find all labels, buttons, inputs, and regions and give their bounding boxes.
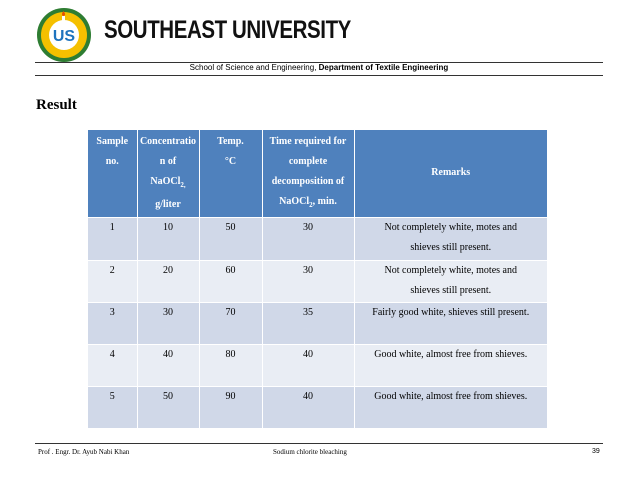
cell-remarks: Good white, almost free from shieves. bbox=[354, 344, 547, 386]
svg-text:US: US bbox=[52, 28, 76, 45]
section-title: Result bbox=[36, 97, 77, 113]
footer-rule bbox=[35, 443, 603, 444]
university-name: SOUTHEAST UNIVERSITY bbox=[104, 16, 351, 44]
cell-time: 40 bbox=[262, 344, 354, 386]
col-header-time: Time required for complete decomposition of NaOCl$_2$, min. bbox=[262, 130, 354, 217]
table-row bbox=[88, 217, 547, 260]
cell-sample: 2 bbox=[88, 260, 137, 302]
cell-concentration: 50 bbox=[137, 386, 199, 428]
page-number: 39 bbox=[592, 448, 600, 455]
cell-concentration: 40 bbox=[137, 344, 199, 386]
cell-remarks: Not completely white, motes and shieves still present. bbox=[354, 217, 547, 260]
cell-time: 40 bbox=[262, 386, 354, 428]
table-row bbox=[88, 344, 547, 386]
col-header-sample: Sample no. bbox=[88, 130, 137, 217]
cell-sample: 4 bbox=[88, 344, 137, 386]
table-row bbox=[88, 302, 547, 344]
cell-concentration: 20 bbox=[137, 260, 199, 302]
cell-time: 30 bbox=[262, 260, 354, 302]
col-header-concentration: Concentratio n of NaOCl$_{2,}$ g/liter bbox=[137, 130, 199, 217]
cell-time: 30 bbox=[262, 217, 354, 260]
cell-temperature: 50 bbox=[199, 217, 262, 260]
result-table bbox=[88, 130, 547, 428]
university-seal-icon bbox=[36, 7, 92, 63]
footer-topic: Sodium chlorite bleaching bbox=[273, 448, 347, 456]
cell-remarks: Good white, almost free from shieves. bbox=[354, 386, 547, 428]
col-header-temperature: Temp. °C bbox=[199, 130, 262, 217]
school-name: School of Science and Engineering, bbox=[189, 63, 319, 72]
cell-time: 35 bbox=[262, 302, 354, 344]
table-row bbox=[88, 260, 547, 302]
school-department-line bbox=[0, 63, 638, 72]
cell-temperature: 70 bbox=[199, 302, 262, 344]
cell-remarks: Not completely white, motes and shieves still present. bbox=[354, 260, 547, 302]
cell-sample: 5 bbox=[88, 386, 137, 428]
cell-sample: 3 bbox=[88, 302, 137, 344]
footer-author: Prof . Engr. Dr. Ayub Nabi Khan bbox=[38, 448, 130, 456]
department-name: Department of Textile Engineering bbox=[318, 63, 449, 72]
cell-temperature: 90 bbox=[199, 386, 262, 428]
cell-temperature: 80 bbox=[199, 344, 262, 386]
col-header-remarks: Remarks bbox=[354, 130, 547, 217]
cell-remarks: Fairly good white, shieves still present. bbox=[354, 302, 547, 344]
table-header-row bbox=[88, 130, 547, 217]
cell-concentration: 30 bbox=[137, 302, 199, 344]
cell-concentration: 10 bbox=[137, 217, 199, 260]
cell-sample: 1 bbox=[88, 217, 137, 260]
subheader-rule bbox=[35, 75, 603, 76]
table-row bbox=[88, 386, 547, 428]
cell-temperature: 60 bbox=[199, 260, 262, 302]
